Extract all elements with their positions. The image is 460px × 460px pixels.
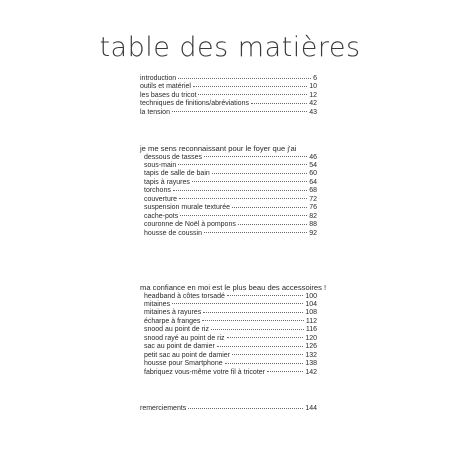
dot-leader xyxy=(203,312,303,313)
toc-entry-label: outils et matériel xyxy=(140,83,191,91)
toc-entry xyxy=(140,318,317,326)
toc-entry xyxy=(140,213,317,221)
toc-entry-label: tapis à rayures xyxy=(144,178,190,186)
toc-entry xyxy=(140,179,317,187)
toc-entry xyxy=(140,196,317,204)
toc-entry xyxy=(140,293,317,301)
toc-entry xyxy=(140,154,317,162)
dot-leader xyxy=(211,329,304,330)
dot-leader xyxy=(172,303,303,304)
toc-section-accessories xyxy=(140,283,327,377)
toc-entry-page-number: 6 xyxy=(313,75,317,82)
toc-entry-label: les bases du tricot xyxy=(140,91,197,99)
toc-entry xyxy=(140,204,317,212)
toc-entry-page-number: 120 xyxy=(305,334,317,342)
section-heading-home: je me sens reconnaissant pour le foyer que j'ai xyxy=(140,144,297,153)
toc-entry-page-number: 12 xyxy=(309,91,317,99)
dot-leader xyxy=(178,164,307,165)
toc-entry-page-number: 72 xyxy=(309,195,317,203)
dot-leader xyxy=(198,94,307,95)
toc-entry xyxy=(140,162,317,170)
toc-entry xyxy=(140,369,317,377)
toc-entry xyxy=(140,343,317,351)
toc-entry-label: suspension murale texturée xyxy=(144,204,230,212)
toc-entry xyxy=(140,301,317,309)
page-title: table des matières xyxy=(99,32,361,63)
toc-entry-label: tapis de salle de bain xyxy=(144,170,210,178)
dot-leader xyxy=(267,371,303,372)
toc-entry xyxy=(140,83,317,91)
toc-entry-label: sous-main xyxy=(144,161,177,169)
dot-leader xyxy=(232,354,303,355)
toc-entry xyxy=(140,405,317,413)
dot-leader xyxy=(212,173,307,174)
toc-entry xyxy=(140,109,317,117)
toc-entry xyxy=(140,326,317,334)
dot-leader xyxy=(179,198,307,199)
toc-section-home xyxy=(140,144,317,238)
toc-entry-label: snood au point de riz xyxy=(144,326,209,334)
dot-leader xyxy=(217,346,303,347)
dot-leader xyxy=(251,103,307,104)
toc-entry-label: remerciements xyxy=(140,405,187,412)
toc-entry-label: couronne de Noël à pompons xyxy=(144,221,236,229)
toc-entry-label: techniques de finitions/abréviations xyxy=(140,100,249,108)
toc-entry-label: cache-pots xyxy=(144,212,179,220)
dot-leader xyxy=(172,111,307,112)
toc-entry-page-number: 68 xyxy=(309,187,317,195)
dot-leader xyxy=(188,408,303,409)
toc-entry-page-number: 43 xyxy=(309,108,317,116)
toc-entry-label: couverture xyxy=(144,195,178,203)
dot-leader xyxy=(173,190,307,191)
toc-entry-page-number: 108 xyxy=(305,309,317,317)
toc-entry xyxy=(140,352,317,360)
toc-entry-label: sac au point de damier xyxy=(144,343,215,351)
toc-entry-label: mitaines à rayures xyxy=(144,309,202,317)
toc-entry xyxy=(140,230,317,238)
toc-entry-label: torchons xyxy=(144,187,171,195)
toc-section-intro xyxy=(140,75,317,117)
toc-entry-label: housse pour Smartphone xyxy=(144,360,223,368)
toc-entry-page-number: 46 xyxy=(309,153,317,161)
toc-entry-page-number: 126 xyxy=(305,343,317,351)
toc-entry xyxy=(140,92,317,100)
toc-entry-label: headband à côtes torsadé xyxy=(144,292,225,300)
toc-entry-page-number: 88 xyxy=(309,221,317,229)
dot-leader xyxy=(225,363,304,364)
toc-entry xyxy=(140,221,317,229)
toc-entry-label: écharpe à franges xyxy=(144,317,201,325)
toc-entry xyxy=(140,100,317,108)
toc-entry-page-number: 142 xyxy=(305,368,317,376)
dot-leader xyxy=(192,181,307,182)
toc-entry-page-number: 92 xyxy=(309,229,317,237)
toc-entry-page-number: 60 xyxy=(309,170,317,178)
toc-entry-label: snood rayé au point de riz xyxy=(144,334,225,342)
toc-entry-page-number: 104 xyxy=(305,300,317,308)
toc-entry xyxy=(140,170,317,178)
toc-entry xyxy=(140,309,317,317)
toc-entry-page-number: 100 xyxy=(305,292,317,300)
toc-entry-page-number: 144 xyxy=(305,405,317,412)
toc-entry-page-number: 138 xyxy=(305,360,317,368)
toc-entry-page-number: 54 xyxy=(309,161,317,169)
toc-entry-page-number: 112 xyxy=(305,317,317,325)
dot-leader xyxy=(202,320,303,321)
toc-entry xyxy=(140,335,317,343)
toc-entry-label: la tension xyxy=(140,108,170,116)
dot-leader xyxy=(227,295,303,296)
toc-entry-page-number: 64 xyxy=(309,178,317,186)
toc-entry-page-number: 132 xyxy=(305,351,317,359)
toc-entry xyxy=(140,75,317,83)
dot-leader xyxy=(227,337,304,338)
toc-entry xyxy=(140,187,317,195)
dot-leader xyxy=(238,224,307,225)
section-heading-accessories: ma confiance en moi est le plus beau des accessoires ! xyxy=(140,283,327,292)
dot-leader xyxy=(232,207,307,208)
dot-leader xyxy=(204,232,307,233)
toc-entry-page-number: 82 xyxy=(309,212,317,220)
toc-entry-label: dessous de tasses xyxy=(144,153,202,161)
toc-entry-label: mitaines xyxy=(144,300,171,308)
dot-leader xyxy=(204,156,307,157)
toc-entry-label: introduction xyxy=(140,75,177,82)
dot-leader xyxy=(178,78,311,79)
toc-entry-page-number: 42 xyxy=(309,100,317,108)
toc-entry-page-number: 116 xyxy=(305,326,317,334)
toc-entry-label: fabriquez vous-même votre fil à tricoter xyxy=(144,368,265,376)
toc-entry-label: petit sac au point de damier xyxy=(144,351,230,359)
toc-entry-page-number: 76 xyxy=(309,204,317,212)
toc-entry xyxy=(140,360,317,368)
toc-section-thanks xyxy=(140,405,317,413)
dot-leader xyxy=(180,215,307,216)
toc-entry-label: housse de coussin xyxy=(144,229,202,237)
toc-entry-page-number: 10 xyxy=(309,83,317,91)
dot-leader xyxy=(193,86,307,87)
